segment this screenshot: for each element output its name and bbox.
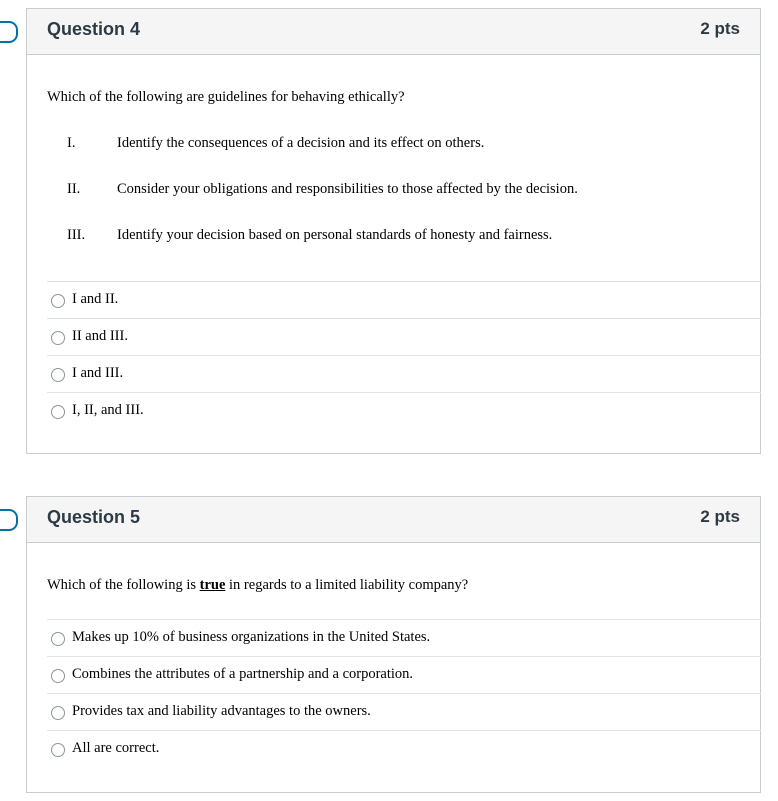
statement-1-text: Identify the consequences of a decision and its effect on others. <box>117 135 485 151</box>
question-5-answers <box>47 619 761 767</box>
radio-button[interactable] <box>51 632 65 646</box>
answer-label[interactable]: II and III. <box>72 328 128 344</box>
radio-button[interactable] <box>51 331 65 345</box>
question-5-points: 2 pts <box>700 507 740 526</box>
prompt-text-before: Which of the following is <box>47 577 200 593</box>
answer-option[interactable] <box>47 392 761 429</box>
statement-3-text: Identify your decision based on personal standards of honesty and fairness. <box>117 227 553 243</box>
radio-button[interactable] <box>51 405 65 419</box>
question-4-prompt: Which of the following are guidelines for behaving ethically? <box>47 89 405 105</box>
answer-label[interactable]: I and II. <box>72 291 119 307</box>
answer-option[interactable] <box>47 355 761 392</box>
radio-button[interactable] <box>51 706 65 720</box>
statement-2-text: Consider your obligations and responsibilities to those affected by the decision. <box>117 181 578 197</box>
question-4-answers <box>47 281 761 429</box>
radio-button[interactable] <box>51 743 65 757</box>
radio-button[interactable] <box>51 294 65 308</box>
answer-option[interactable] <box>47 281 761 318</box>
statement-1-number: I. <box>67 135 76 151</box>
question-5-card <box>26 496 761 793</box>
flag-question-icon[interactable] <box>0 21 18 43</box>
statement-1 <box>67 135 727 152</box>
question-5-title: Question 5 <box>47 507 141 527</box>
statement-2-number: II. <box>67 181 81 197</box>
answer-option[interactable] <box>47 656 761 693</box>
question-4-card <box>26 8 761 454</box>
answer-label[interactable]: Provides tax and liability advantages to the owners. <box>72 703 371 719</box>
answer-label[interactable]: I and III. <box>72 365 124 381</box>
statement-3-number: III. <box>67 227 86 243</box>
answer-option[interactable] <box>47 619 761 656</box>
radio-button[interactable] <box>51 368 65 382</box>
question-4-header <box>27 9 760 55</box>
radio-button[interactable] <box>51 669 65 683</box>
answer-label[interactable]: Makes up 10% of business organizations in the United States. <box>72 629 431 645</box>
statement-2 <box>67 181 727 198</box>
question-5-prompt <box>47 577 468 594</box>
answer-label[interactable]: All are correct. <box>72 740 160 756</box>
answer-option[interactable] <box>47 318 761 355</box>
question-4-title: Question 4 <box>47 19 141 39</box>
flag-question-icon[interactable] <box>0 509 18 531</box>
question-4-points: 2 pts <box>700 19 740 38</box>
answer-label[interactable]: I, II, and III. <box>72 402 144 418</box>
prompt-emphasis: true <box>199 577 226 593</box>
answer-option[interactable] <box>47 730 761 767</box>
statement-3 <box>67 227 727 244</box>
question-5-header <box>27 497 760 543</box>
prompt-text-after: in regards to a limited liability company? <box>225 577 469 593</box>
answer-label[interactable]: Combines the attributes of a partnership and a corporation. <box>72 666 414 682</box>
answer-option[interactable] <box>47 693 761 730</box>
